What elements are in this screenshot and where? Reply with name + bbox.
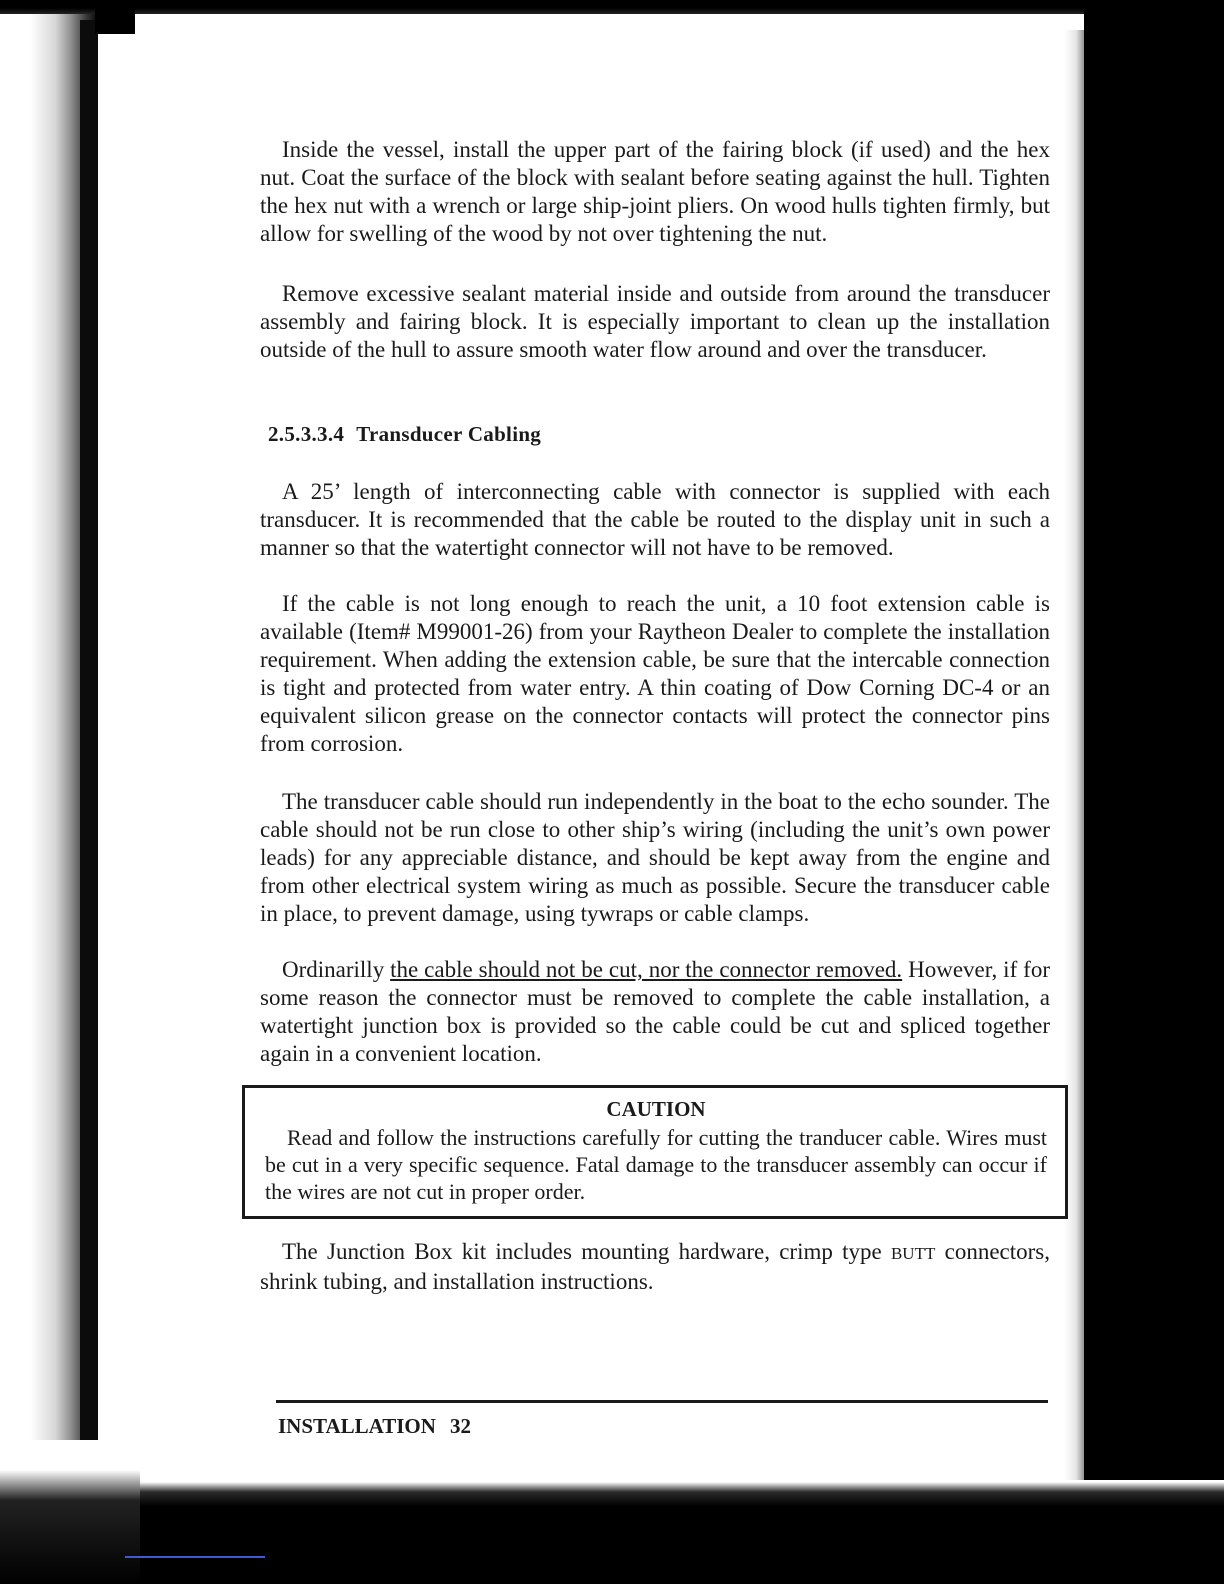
paragraph-text: Remove excessive sealant material inside and outside from around the transducer assembly and fairing block. It is especially important to clean up the installation outside of the hull to assure smooth water flow around and over the transducer. bbox=[260, 281, 1050, 362]
scan-top-left-corner bbox=[95, 0, 135, 34]
paragraph-kit-contents bbox=[260, 1238, 1050, 1296]
caution-text: Read and follow the instructions carefully for cutting the tranducer cable. Wires must be cut in a very specific sequence. Fatal damage to the transducer assembly can occur if the wires are not cut in proper order. bbox=[265, 1125, 1047, 1204]
paragraph-text: A 25’ length of interconnecting cable with connector is supplied with each transducer. It is recommended that the cable be routed to the display unit in such a manner so that the watertight connector will not have to be removed. bbox=[260, 479, 1050, 560]
scan-top-edge bbox=[0, 0, 1224, 14]
caution-title: CAUTION bbox=[606, 1097, 706, 1121]
scan-bottom-left-corner bbox=[0, 1440, 140, 1584]
page-footer bbox=[278, 1414, 471, 1439]
scan-left-edge bbox=[80, 20, 98, 1460]
paragraph-text bbox=[260, 1238, 1050, 1296]
paragraph-cable-length bbox=[260, 478, 1050, 562]
scan-blue-mark bbox=[125, 1556, 265, 1558]
butt-connector-label: BUTT bbox=[890, 1244, 936, 1263]
paragraph-fairing-block bbox=[260, 136, 1050, 248]
scan-bottom-edge bbox=[0, 1480, 1224, 1584]
paragraph-text: Inside the vessel, install the upper part of the fairing block (if used) and the hex nut. Coat the surface of the block with sealant before seating against the hull. Tighten the hex nut with a wrench or large ship-joint pliers. On wood hulls tighten firmly, but allow for swelling of the wood by not over tightening the nut. bbox=[260, 137, 1050, 246]
paragraph-junction-box bbox=[260, 956, 1050, 1068]
caution-box bbox=[242, 1085, 1068, 1219]
paragraph-text-end: However, if for some reason the connector must be removed to complete the cable installation, a watertight junction box is provided so the cable could be cut and spliced together again in a convenient location. bbox=[260, 957, 1050, 1066]
section-heading bbox=[268, 422, 541, 447]
paragraph-extension-cable bbox=[260, 590, 1050, 758]
scan-right-edge bbox=[1084, 0, 1224, 1584]
paragraph-text-end: connectors, shrink tubing, and installation instructions. bbox=[260, 1239, 1050, 1294]
paragraph-remove-sealant bbox=[260, 280, 1050, 364]
section-number: 2.5.3.3.4 bbox=[268, 422, 345, 446]
footer-rule bbox=[276, 1400, 1048, 1403]
paragraph-text: The transducer cable should run independently in the boat to the echo sounder. The cable should not be run close to other ship’s wiring (including the unit’s own power leads) for any appreciable distance, and should be kept away from the engine and from other electrical system wiring as much as possible. Secure the transducer cable in place, to prevent damage, using tywraps or cable clamps. bbox=[260, 789, 1050, 926]
footer-label: INSTALLATION bbox=[278, 1414, 436, 1438]
paragraph-text: If the cable is not long enough to reach the unit, a 10 foot extension cable is available (Item# M99001-26) from your Raytheon Dealer to complete the installation requirement. When adding the extension cable, be sure that the intercable connection is tight and protected from water entry. A thin coating of Dow Corning DC-4 or an equivalent silicon grease on the connector contacts will protect the connector pins from corrosion. bbox=[260, 591, 1050, 756]
paragraph-text-start: Ordinarilly bbox=[282, 957, 391, 982]
paragraph-cable-routing bbox=[260, 788, 1050, 928]
page-number: 32 bbox=[449, 1414, 471, 1438]
paragraph-text-start: The Junction Box kit includes mounting hardware, crimp type bbox=[282, 1239, 891, 1264]
underlined-warning: the cable should not be cut, nor the connector removed. bbox=[390, 957, 903, 982]
paragraph-text bbox=[260, 956, 1050, 1068]
section-title: Transducer Cabling bbox=[356, 422, 542, 446]
